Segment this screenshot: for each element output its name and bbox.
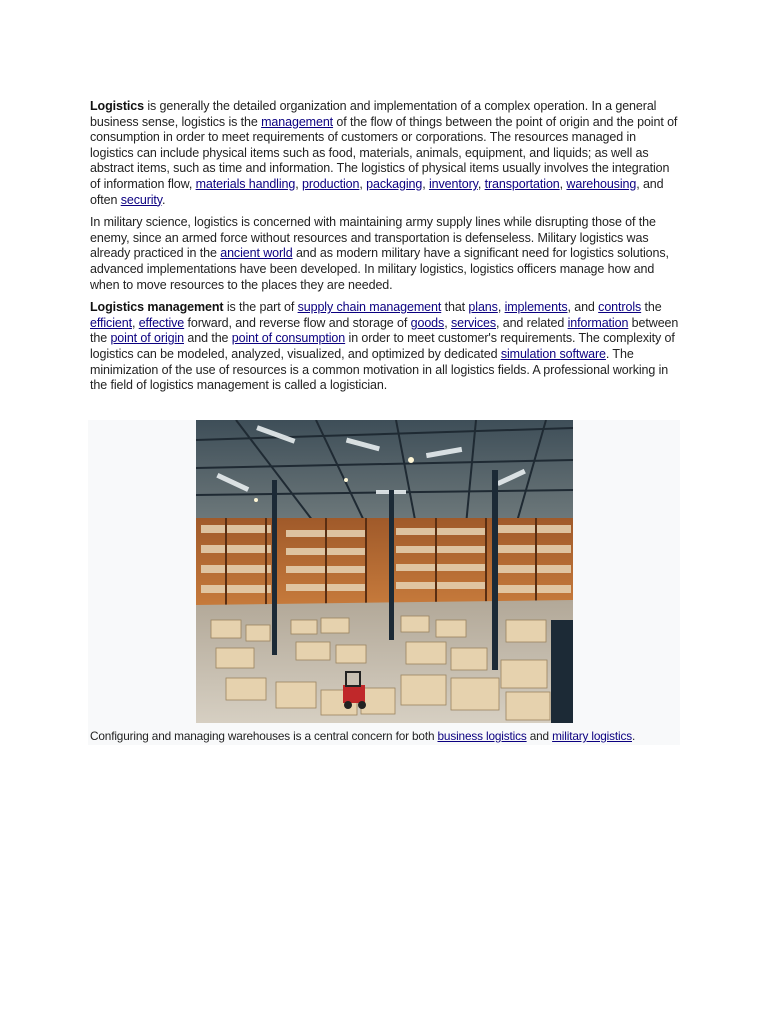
term-logistics-management: Logistics management — [90, 300, 224, 315]
military-paragraph: In military science, logistics is concerned with maintaining army supply lines while disrupting those of the enemy, since an armed force without resources and transportation is defenseless. Military logistics was already practiced in the ancient world and as modern military have a significant need for logistics solutions, advanced implementations have been developed. In military logistics, logistics officers manage how and when to move resources to the places they are needed. — [90, 215, 669, 292]
management-paragraph: Logistics management is the part of supply chain management that plans, implements, and controls the efficient, effective forward, and reverse flow and storage of goods, services, and related information between the point of origin and the point of consumption in order to meet customer's requirements. The complexity of logistics can be modeled, analyzed, visualized, and optimized by dedicated simulation software. The minimization of the use of resources is a common motivation in all logistics fields. A professional working in the field of logistics management is called a logistician. — [90, 300, 679, 393]
article-body — [90, 99, 680, 394]
warehouse-photo[interactable] — [196, 420, 573, 723]
link-goods[interactable]: goods — [410, 315, 445, 330]
warehouse-photo-drawing — [196, 420, 573, 723]
warehouse-figure — [88, 420, 680, 745]
term-logistics: Logistics — [90, 99, 144, 113]
intro-paragraph: Logistics is generally the detailed organization and implementation of a complex operation. In a general business sense, logistics is the management of the flow of things between the point of origin and the point of consumption in order to meet requirements of customers or corporations. The resources managed in logistics can include physical items such as food, materials, animals, equipment, and liquids; as well as abstract items, such as time and information. The logistics of physical items usually involves the integration of information flow, materials handling, production, packaging, inventory, transportation, warehousing, and often security. — [90, 99, 678, 207]
link-point-of-origin[interactable]: point of origin — [110, 331, 185, 346]
link-transportation[interactable]: transportation — [484, 176, 560, 191]
link-ancient-world[interactable]: ancient world — [220, 246, 293, 261]
link-business-logistics[interactable]: business logistics — [437, 729, 527, 743]
figure-caption: Configuring and managing warehouses is a central concern for both business logistics and military logistics. — [90, 729, 636, 743]
link-controls[interactable]: controls — [598, 300, 642, 315]
link-management[interactable]: management — [261, 114, 334, 129]
link-point-of-consumption[interactable]: point of consumption — [231, 331, 346, 346]
link-effective[interactable]: effective — [138, 315, 185, 330]
link-supply-chain-management[interactable]: supply chain management — [297, 300, 442, 315]
link-efficient[interactable]: efficient — [90, 315, 132, 330]
link-plans[interactable]: plans — [468, 300, 498, 315]
link-military-logistics[interactable]: military logistics — [552, 729, 632, 743]
link-information[interactable]: information — [567, 315, 629, 330]
link-warehousing[interactable]: warehousing — [566, 176, 637, 191]
link-implements[interactable]: implements — [504, 300, 568, 315]
link-security[interactable]: security — [120, 192, 163, 207]
link-inventory[interactable]: inventory — [428, 176, 478, 191]
link-materials-handling[interactable]: materials handling — [195, 176, 296, 191]
link-production[interactable]: production — [302, 176, 360, 191]
link-services[interactable]: services — [450, 315, 496, 330]
link-simulation-software[interactable]: simulation software — [500, 346, 606, 361]
link-packaging[interactable]: packaging — [366, 176, 423, 191]
